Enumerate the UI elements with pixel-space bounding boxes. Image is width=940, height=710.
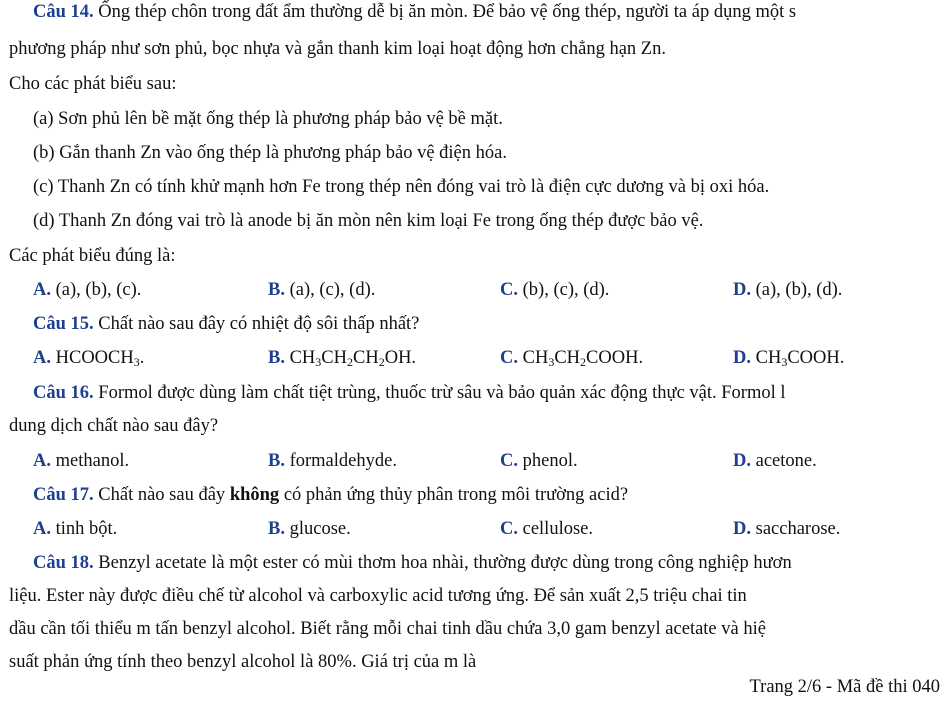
q18-line-2: liệu. Ester này được điều chế từ alcohol và carboxylic acid tương ứng. Để sản xuất 2,5 triệu chai tin [9,586,747,606]
q17-number: Câu 17. [33,485,94,505]
q14-statement-c: (c) Thanh Zn có tính khử mạnh hơn Fe trong thép nên đóng vai trò là điện cực dương và bị oxi hóa. [33,177,770,197]
q15-option-c: C. $CH_3CH_2COOH$. [500,348,644,369]
q17-option-b: B. glucose. [268,519,351,539]
q15-option-d: D. $CH_3COOH$. [733,348,845,369]
q14-statement-a: (a) Sơn phủ lên bề mặt ống thép là phương pháp bảo vệ bề mặt. [33,109,503,129]
q14-statement-d: (d) Thanh Zn đóng vai trò là anode bị ăn mòn nên kim loại Fe trong ống thép được bảo vệ. [33,211,704,231]
q16-option-b: B. formaldehyde. [268,451,397,471]
q17-emphasis: không [229,485,280,505]
q14-number: Câu 14. [33,2,94,22]
q15-text: Chất nào sau đây có nhiệt độ sôi thấp nhất? [93,314,420,334]
q14-prompt: Các phát biểu đúng là: [9,246,176,266]
q16-option-a: A. methanol. [33,451,130,471]
q14-statement-b: (b) Gắn thanh Zn vào ống thép là phương pháp bảo vệ điện hóa. [33,143,507,163]
page-footer: Trang 2/6 - Mã đề thi 040 [749,677,940,697]
q14-option-c: C. (b), (c), (d). [500,280,610,300]
q16-option-c: C. phenol. [500,451,578,471]
q18-line-1 [33,551,792,575]
q17-option-d: D. saccharose. [733,519,841,539]
q16-text-1: Formol được dùng làm chất tiệt trùng, thuốc trừ sâu và bảo quản xác động thực vật. Formol l [93,383,786,403]
q18-line-4: suất phản ứng tính theo benzyl alcohol là 80%. Giá trị của m là [9,652,477,672]
q15-option-b: B. $CH_3CH_2CH_2OH$. [268,348,417,369]
q14-option-a: A. (a), (b), (c). [33,280,142,300]
q14-line-2: phương pháp như sơn phủ, bọc nhựa và gắn thanh kim loại hoạt động hơn chẳng hạn Zn. [9,39,666,59]
q15-option-a: A. $HCOOCH_3$. [33,348,145,369]
q15-number: Câu 15. [33,314,94,334]
q16-number: Câu 16. [33,383,94,403]
q14-text-1: Ống thép chôn trong đất ẩm thường dễ bị ăn mòn. Để bảo vệ ống thép, người ta áp dụng một s [93,2,797,22]
q16-line-1 [33,381,786,405]
q18-number: Câu 18. [33,553,94,573]
q18-line-3: dầu cần tối thiểu m tấn benzyl alcohol. Biết rằng mỗi chai tinh dầu chứa 3,0 gam benzyl acetate và hiệ [9,619,766,639]
q16-option-d: D. acetone. [733,451,817,471]
q14-intro: Cho các phát biểu sau: [9,74,177,94]
q17-option-c: C. cellulose. [500,519,594,539]
q15-line-1 [33,312,419,336]
q14-line-1 [33,0,796,24]
q17-line-1: Câu 17. Chất nào sau đây không có phản ứng thủy phân trong môi trường acid? [33,485,629,505]
q17-option-a: A. tinh bột. [33,519,118,539]
q18-text-1: Benzyl acetate là một ester có mùi thơm hoa nhài, thường được dùng trong công nghiệp hươn [93,553,792,573]
q16-line-2: dung dịch chất nào sau đây? [9,416,219,436]
q14-option-d: D. (a), (b), (d). [733,280,843,300]
q14-option-b: B. (a), (c), (d). [268,280,376,300]
